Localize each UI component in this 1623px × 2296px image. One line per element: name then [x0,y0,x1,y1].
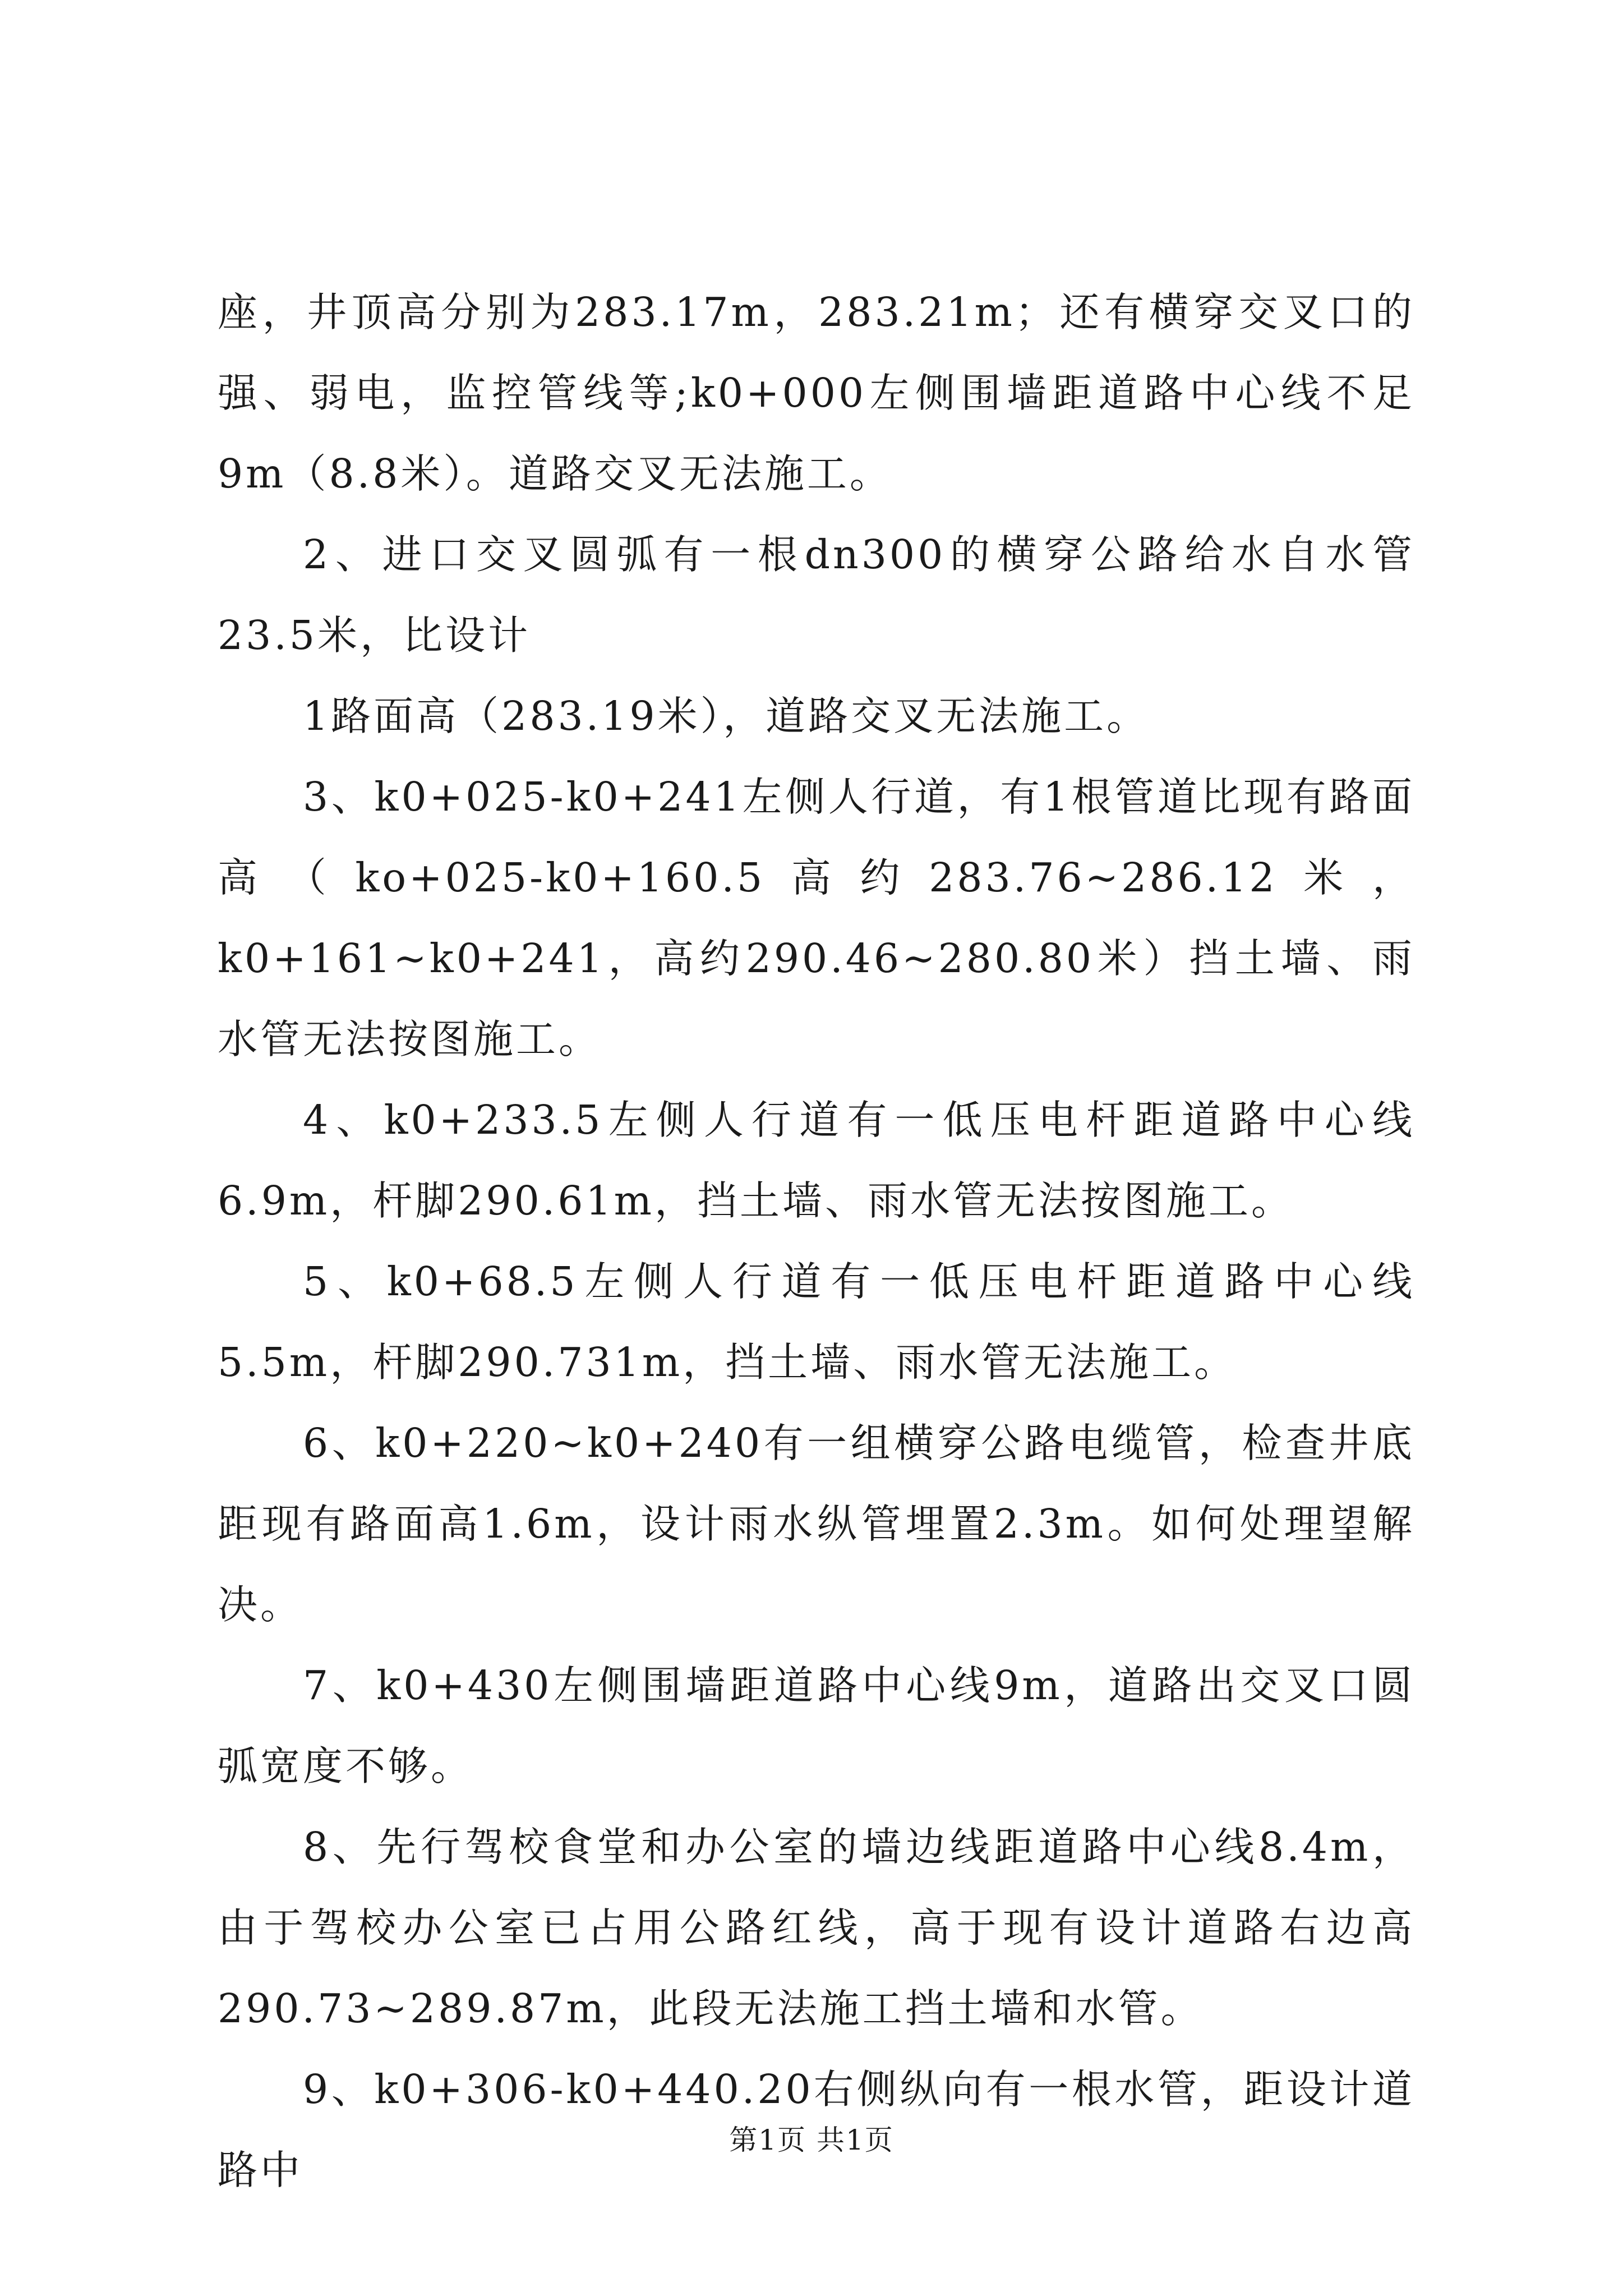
paragraph-item-6: 6、k0+220~k0+240有一组横穿公路电缆管，检查井底距现有路面高1.6m，设计雨水纵管埋置2.3m。如何处理望解决。 [218,1420,1415,1628]
paragraph-item-3: 3、k0+025-k0+241左侧人行道，有1根管道比现有路面高（ko+025-k0+160.5高约283.76~286.12米，k0+161~k0+241，高约290.46~280.80米）挡土墙、雨水管无法按图施工。 [218,774,1415,1062]
paragraph-item-2-continued: 1路面高（283.19米），道路交叉无法施工。 [303,693,1150,739]
paragraph-item-5: 5、k0+68.5左侧人行道有一低压电杆距道路中心线5.5m，杆脚290.731m，挡土墙、雨水管无法施工。 [218,1258,1415,1386]
document-body [218,272,1415,2211]
paragraph-continuation: 座，井顶高分别为283.17m，283.21m；还有横穿交叉口的强、弱电，监控管线等;k0+000左侧围墙距道路中心线不足9m（8.8米）。道路交叉无法施工。 [218,289,1415,497]
page-footer: 第1页 共1页 [729,2124,894,2156]
paragraph-item-2: 2、进口交叉圆弧有一根dn300的横穿公路给水自水管23.5米，比设计 [218,531,1415,659]
paragraph-item-7: 7、k0+430左侧围墙距道路中心线9m，道路出交叉口圆弧宽度不够。 [218,1662,1415,1789]
paragraph-item-9: 9、k0+306-k0+440.20右侧纵向有一根水管，距设计道路中 [218,2066,1415,2193]
paragraph-item-8: 8、先行驾校食堂和办公室的墙边线距道路中心线8.4m，由于驾校办公室已占用公路红线，高于现有设计道路右边高290.73~289.87m，此段无法施工挡土墙和水管。 [218,1824,1415,2032]
paragraph-item-4: 4、k0+233.5左侧人行道有一低压电杆距道路中心线6.9m，杆脚290.61m，挡土墙、雨水管无法按图施工。 [218,1097,1415,1224]
